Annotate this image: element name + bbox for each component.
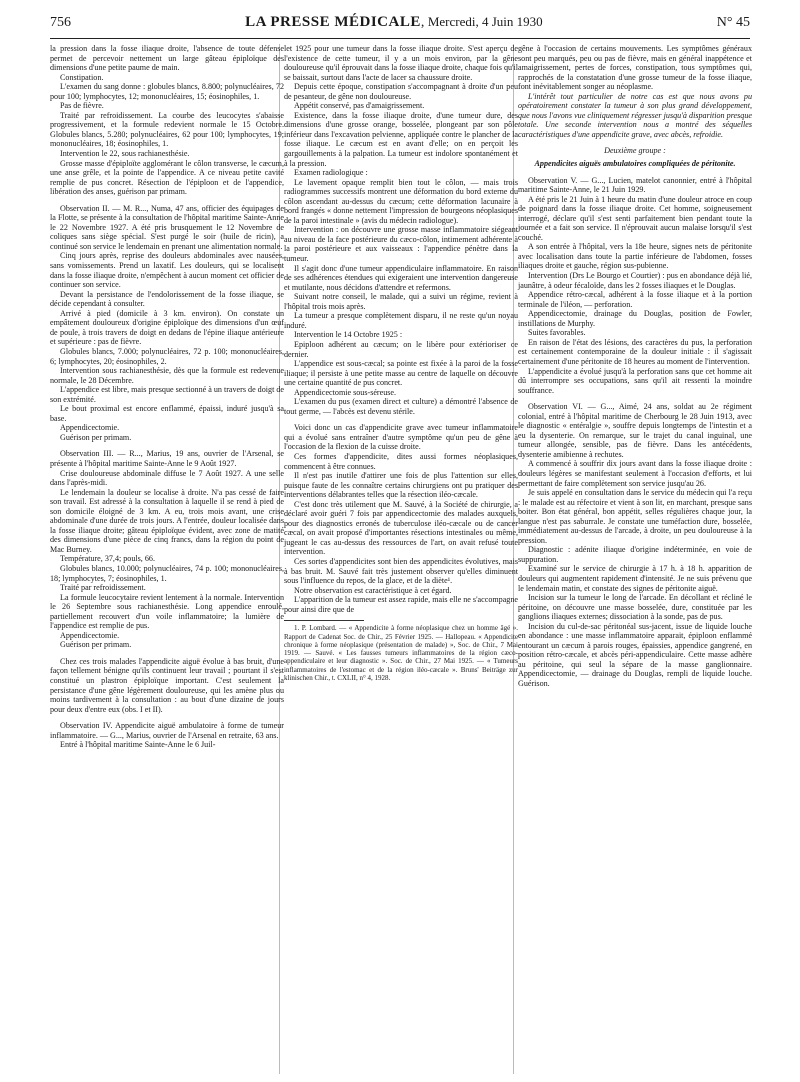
page-number: 756 bbox=[50, 15, 71, 30]
observation-heading: Observation V. — G..., Lucien, matelot canonnier, entré à l'hôpital maritime Sainte-Anne, le 21 Juin 1929. bbox=[518, 175, 752, 195]
group-heading: Deuxième groupe : bbox=[604, 146, 666, 156]
paragraph: Notre observation est caractéristique à cet égard. bbox=[294, 585, 452, 595]
section-title: Appendicites aiguës ambulatoires compliquées de péritonite. bbox=[534, 159, 736, 169]
paragraph: Appétit conservé, pas d'amaigrissement. bbox=[294, 101, 425, 111]
paragraph: Traité par refroidissement. bbox=[60, 583, 146, 593]
column-3 bbox=[518, 44, 752, 689]
paragraph: Je suis appelé en consultation dans le service du médecin qui l'a reçu : le malade est au réfectoire et vient à son lit, en marchant, presque sans boiter. Bon état général, bon appétit, selles régulières chaque jour, la langue n'est pas saburrale. Je constate une tuméfaction dure, bosselée, immédiatement au-dessus de l'arcade, à droite, un peu douloureuse à la pression. bbox=[518, 488, 752, 545]
paragraph: Globules blancs, 7.000; polynucléaires, 72 p. 100; mononucléaires, 6; lymphocytes, 20; éosinophiles, 2. bbox=[50, 346, 284, 366]
paragraph: Crise douloureuse abdominale diffuse le 7 Août 1927. A une selle dans l'après-midi. bbox=[50, 468, 284, 488]
observation-heading: Observation VI. — G..., Aimé, 24 ans, soldat au 2e régiment colonial, entré à l'hôpital maritime de Cherbourg le 28 Juin 1913, avec le diagnostic « entéralgie », souffre depuis longtemps de l'intestin et a eu la dysenterie. On remarque, sur le trajet du canal inguinal, une tumeur allongée, sensible, pas de fièvre. Dans les antécédents, dysenterie amibienne à rechutes. bbox=[518, 402, 752, 459]
paragraph: L'intérêt tout particulier de notre cas est que nous avons pu opératoirement constater la tumeur à son plus grand développement, que nous l'avons vue cliniquement régresser jusqu'à disparition presque totale. Une seconde intervention nous a montré des séquelles caractéristiques d'une appendicite grave, avec abcès, refroidie. bbox=[518, 91, 752, 139]
column-2 bbox=[284, 44, 518, 682]
paragraph: L'appendice est libre, mais presque sectionné à un travers de doigt de son extrémité. bbox=[50, 385, 284, 404]
paragraph: Guérison per primam. bbox=[60, 640, 132, 650]
paragraph: Traité par refroidissement. La courbe des leucocytes s'abaisse progressivement, et la formule redevient normale le 15 Octobre. Globules blancs, 5.280; polynucléaires, 62 pour 100; lymphocytes, 19; mononucléaires, 18; éosinophiles, 1. bbox=[50, 110, 284, 149]
paragraph: Chez ces trois malades l'appendicite aiguë évolue à bas bruit, d'une façon tellement bénigne qu'ils continuent leur travail ; pourtant il s'est constitué un plastron épiploïque important. C'est seulement la persistance d'une gêne légèrement douloureuse, qui les amène plus ou moins tardivement à la consultation : au bout d'une dizaine de jours pour deux d'entre eux (obs. I et II). bbox=[50, 656, 284, 714]
journal-name: LA PRESSE MÉDICALE bbox=[245, 14, 421, 30]
paragraph: Appendicectomie. bbox=[60, 630, 120, 640]
paragraph: Intervention le 22, sous rachianesthésie. bbox=[60, 149, 190, 159]
paragraph: Depuis cette époque, constipation s'accompagnant à droite d'un peu de pesanteur, de gêne non douloureuse. bbox=[284, 82, 518, 101]
paragraph: Incision sur la tumeur le long de l'arcade. En décollant et récliné le péritoine, on découvre une masse bosselée, dure, constituée par les ganglions iliaques externes; dissociation à la sonde, pas de pus. bbox=[518, 593, 752, 622]
paragraph: Existence, dans la fosse iliaque droite, d'une tumeur dure, des dimensions d'une grosse orange, bosselée, plongeant par son pôle inférieur dans l'excavation pelvienne, appliquée contre le plancher de la fosse iliaque. Le cæcum est en avant d'elle; on en perçoit les gargouillements à la palpation. La tumeur est indolore spontanément et à la pression. bbox=[284, 110, 518, 168]
paragraph: Grosse masse d'épiploïte agglomérant le côlon transverse, le cæcum, une anse grêle, et la pointe de l'appendice. A ce niveau petite cavité remplie de pus concret. Résection de l'épiploon et de l'appendice, libération des anses, guérison par primam. bbox=[50, 158, 284, 197]
paragraph: Intervention le 14 Octobre 1925 : bbox=[294, 330, 403, 340]
paragraph: Devant la persistance de l'endolorissement de la fosse iliaque, se décide cependant à consulter. bbox=[50, 289, 284, 309]
paragraph: gêne à l'occasion de certains mouvements. Les symptômes généraux sont peu marqués, peu ou pas de fièvre, mais en général inappétence et amaigrissement, pertes de forces, constipation, tous symptômes qui, rapprochés de la constatation d'une grosse tumeur de la fosse iliaque, font inévitablement songer au néoplasme. bbox=[518, 44, 752, 92]
paragraph: Pas de fièvre. bbox=[60, 101, 104, 111]
paragraph: Le lavement opaque remplit bien tout le côlon, — mais trois radiogrammes successifs montrent une déformation du bord externe du côlon ascendant au-dessus du cæcum; cette déformation lacunaire à bord frangés « donne nettement l'impression de bourgeons néoplasiques de la paroi intestinale » (avis du médecin radiologue). bbox=[284, 177, 518, 225]
paragraph: Suivant notre conseil, le malade, qui a suivi un régime, revient à l'hôpital trois mois après. bbox=[284, 292, 518, 311]
paragraph: Constipation. bbox=[60, 72, 104, 82]
page-header bbox=[50, 14, 750, 34]
paragraph: A son entrée à l'hôpital, vers la 18e heure, signes nets de péritonite avec localisation dans toute la partie inférieure de l'abdomen, fosses iliaques droite et gauche, région sus-pubienne. bbox=[518, 242, 752, 271]
paragraph: Arrivé à pied (domicile à 3 km. environ). On constate un empâtement douloureux d'origine épiploïque des dimensions d'un œuf de poule, à trois travers de doigt en dedans de l'épine iliaque antérieure et supérieure : pas de fièvre. bbox=[50, 308, 284, 347]
paragraph: L'appendicite a évolué jusqu'à la perforation sans que cet homme ait dû interrompre ses occupations, sans qu'il ait ressenti la moindre souffrance. bbox=[518, 366, 752, 395]
journal-title: LA PRESSE MÉDICALE, Mercredi, 4 Juin 1930 bbox=[245, 14, 543, 30]
paragraph: Le lendemain la douleur se localise à droite. N'a pas cessé de faire son travail. Est adressé à la consultation à laquelle il se rend à pied de son domicile éloigné de 3 km. A eu, trois mois avant, une crise abdominale d'une durée de trois jours. A l'entrée, douleur localisée dans la fosse iliaque droite; gâteau épiploïque évident, avec zone de matité des dimensions d'une pièce de cinq francs, dans la région du point de Mac Burney. bbox=[50, 487, 284, 554]
issue-number: N° 45 bbox=[716, 15, 750, 30]
paragraph: Intervention sous rachianesthésie, dès que la formule est redevenue normale, le 28 Décembre. bbox=[50, 366, 284, 385]
paragraph: Ces formes d'appendicite, dites aussi formes néoplasiques, commencent à être connues. bbox=[284, 451, 518, 471]
paragraph: Il n'est pas inutile d'attirer une fois de plus l'attention sur elles, puisque faute de les connaître certains chirurgiens ont pu pratiquer des interventions délabrantes telles que la résection iléo-cæcale. bbox=[284, 471, 518, 500]
paragraph: Intervention (Drs Le Bourgo et Courtier) : pus en abondance déjà lié, jaunâtre, à odeur fécaloïde, dans les 2 fosses iliaques et le Douglas. bbox=[518, 271, 752, 290]
footnote: 1. P. Lombard. — « Appendicite à forme néoplasique chez un homme âgé ». Rapport de Cadenat Soc. de Chir., 25 Février 1925. — Hallopeau. « Appendicite chronique à forme néoplasique (présentation de malade) », Soc. de Chir., 7 Mai 1919. — Sauvé. « Les fausses tumeurs inflammatoires de la région cæco-appendiculaire et leur diagnostic ». Soc. de Chir., 27 Mai 1925. — « Tumeurs inflammatoires de l'estomac et de la région iléo-cæcale ». Bruns' Beiträge zur klinischen Chir., t. CXLII, n° 4, 1928. bbox=[284, 624, 518, 683]
paragraph: A commencé à souffrir dix jours avant dans la fosse iliaque droite : douleurs légères se manifestant seulement à l'occasion d'efforts, et lui permettant de faire complètement son service jusqu'au 26. bbox=[518, 459, 752, 488]
paragraph: Suites favorables. bbox=[528, 328, 586, 338]
paragraph: Appendicectomie sous-séreuse. bbox=[294, 387, 397, 397]
paragraph: Diagnostic : adénite iliaque d'origine indéterminée, en voie de suppuration. bbox=[518, 545, 752, 564]
paragraph: Appendice rétro-cæcal, adhérent à la fosse iliaque et à la portion terminale de l'iléon, — perforation. bbox=[518, 290, 752, 309]
paragraph: Température, 37,4; pouls, 66. bbox=[60, 554, 155, 564]
paragraph: A été pris le 21 Juin à 1 heure du matin d'une douleur atroce en coup de poignard dans la fosse iliaque droite. Cet homme, soigneusement interrogé, déclare qu'il s'est senti parfaitement bien pendant toute la journée et a fait son service. Il n'éprouvait aucun malaise lorsqu'il s'est couché. bbox=[518, 194, 752, 242]
paragraph: L'appendice est sous-cæcal; sa pointe est fixée à la paroi de la fosse iliaque; il persiste à une petite masse au centre de laquelle on découvre une certaine quantité de pus concret. bbox=[284, 359, 518, 388]
paragraph: Examiné sur le service de chirurgie à 17 h. à 18 h. apparition de douleurs qui augmentent rapidement d'intensité. Je ne suis prévenu que le lendemain matin, et constate des signes de péritonite aiguë. bbox=[518, 564, 752, 593]
header-rule bbox=[50, 38, 750, 39]
paragraph: Incision du cul-de-sac péritonéal sus-jacent, issue de liquide louche en abondance : une masse inflammatoire apparait, épiploon enflammé entourant un cæcum à parois rouges, épaissies, appendice gangrené, en position rétro-cæcale, et abcès péri-appendiculaire. Cette masse adhère au péritoine, qui seul la sépare de la masse ganglionnaire. Appendicectomie, — drainage du Douglas, rempli de liquide louche. Guérison. bbox=[518, 621, 752, 688]
observation-heading: Observation II. — M. R..., Numa, 47 ans, officier des équipages de la Flotte, se présente à la consultation de l'hôpital maritime Sainte-Anne le 22 Novembre 1927. A été pris brusquement le 12 Novembre de coliques sans siège spécial. S'est purgé le soir (huile de ricin), a continué son service le lendemain en prenant une alimentation normale. bbox=[50, 203, 284, 251]
paragraph: Guérison per primam. bbox=[60, 432, 132, 442]
paragraph: Appendicectomie. bbox=[60, 423, 120, 433]
observation-heading: Observation IV. Appendicite aiguë ambulatoire à forme de tumeur inflammatoire. — G..., Marius, ouvrier de l'Arsenal en retraite, 63 ans. bbox=[50, 721, 284, 740]
paragraph: Globules blancs, 10.000; polynucléaires, 74 p. 100; mononucléaires, 18; lymphocytes, 7; éosinophiles, 1. bbox=[50, 563, 284, 583]
issue-date: Mercredi, 4 Juin 1930 bbox=[427, 14, 543, 29]
paragraph: Cinq jours après, reprise des douleurs abdominales avec nausées, sans vomissements. Prend un laxatif. Les douleurs, qui se localisent dans la fosse iliaque droite, n'empêchent à aucun moment cet officier de continuer son service. bbox=[50, 251, 284, 290]
paragraph: En raison de l'état des lésions, des caractères du pus, la perforation est certainement contemporaine de la douleur initiale : il s'agissait certainement d'une péritonite de 18 heures au moment de l'intervention. bbox=[518, 337, 752, 366]
paragraph: C'est donc très utilement que M. Sauvé, à la Société de chirurgie, a déclaré avoir guéri 7 fois par appendicectomie des malades auxquels, pour des diagnostics erronés de tuberculose iléo-cæcale ou de cancer cæcal, on avait proposé d'importantes résections intestinales ou même, jugeant le cas au-dessus des ressources de l'art, on avait refusé toute intervention. bbox=[284, 499, 518, 557]
paragraph: Ces sortes d'appendicites sont bien des appendicites évolutives, mais à bas bruit. M. Sauvé fait très justement observer qu'elles diminuent sous l'influence du repos, de la glace, et de la diète¹. bbox=[284, 556, 518, 586]
paragraph: L'examen du pus (examen direct et culture) a démontré l'absence de tout germe, — l'abcès est devenu stérile. bbox=[284, 397, 518, 416]
paragraph: La tumeur a presque complètement disparu, il ne reste qu'un noyau induré. bbox=[284, 311, 518, 330]
paragraph: L'examen du sang donne : globules blancs, 8.800; polynucléaires, 72 pour 100; lymphocytes, 12; mononucléaires, 15; éosinophiles, 1. bbox=[50, 82, 284, 101]
paragraph: Voici donc un cas d'appendicite grave avec tumeur inflammatoire qui a évolué sans entraîner d'autre symptôme qu'un peu de gêne à l'occasion de la flexion de la cuisse droite. bbox=[284, 423, 518, 452]
paragraph: Il s'agit donc d'une tumeur appendiculaire inflammatoire. En raison de ses adhérences étendues qui exigeraient une intervention dangereuse et mutilante, nous décidons d'attendre et refermons. bbox=[284, 263, 518, 292]
observation-heading: Observation III. — R..., Marius, 19 ans, ouvrier de l'Arsenal, se présente à l'hôpital maritime Sainte-Anne le 9 Août 1927. bbox=[50, 449, 284, 468]
paragraph: la pression dans la fosse iliaque droite, l'absence de toute défense permet de percevoir nettement un large gâteau épiploïque des dimensions d'une petite paume de main. bbox=[50, 44, 284, 73]
paragraph: Epiploon adhérent au cæcum; on le libère pour extérioriser ce dernier. bbox=[284, 339, 518, 359]
paragraph: La formule leucocytaire revient lentement à la normale. Intervention le 26 Septembre sous rachianesthésie. Long appendice enroulé, partiellement recouvert d'un voile inflammatoire; la lumière de l'appendice est remplie de pus. bbox=[50, 592, 284, 631]
paragraph: L'apparition de la tumeur est assez rapide, mais elle ne s'accompagne pour ainsi dire que de bbox=[284, 595, 518, 614]
paragraph: Examen radiologique : bbox=[294, 168, 368, 178]
paragraph: Intervention : on découvre une grosse masse inflammatoire siégeant au niveau de la face postérieure du cæco-côlon, intimement adhérente à la paroi postérieure et aux vaisseaux : l'appendice pénètre dans la tumeur. bbox=[284, 225, 518, 264]
paragraph: Entré à l'hôpital maritime Sainte-Anne le 6 Juil- bbox=[60, 740, 216, 750]
paragraph: Appendicectomie, drainage du Douglas, position de Fowler, instillations de Murphy. bbox=[518, 309, 752, 328]
column-1 bbox=[50, 44, 284, 750]
footnote-rule bbox=[284, 620, 364, 621]
paragraph: Le bout proximal est encore enflammé, épaissi, induré jusqu'à sa base. bbox=[50, 404, 284, 423]
paragraph: let 1925 pour une tumeur dans la fosse iliaque droite. S'est aperçu de l'existence de cette tumeur, il y a un mois environ, par la gêne douloureuse qu'il éprouvait dans la fosse iliaque droite, chaque fois qu'il se baissait, surtout dans l'acte de lacer sa chaussure droite. bbox=[284, 44, 518, 82]
